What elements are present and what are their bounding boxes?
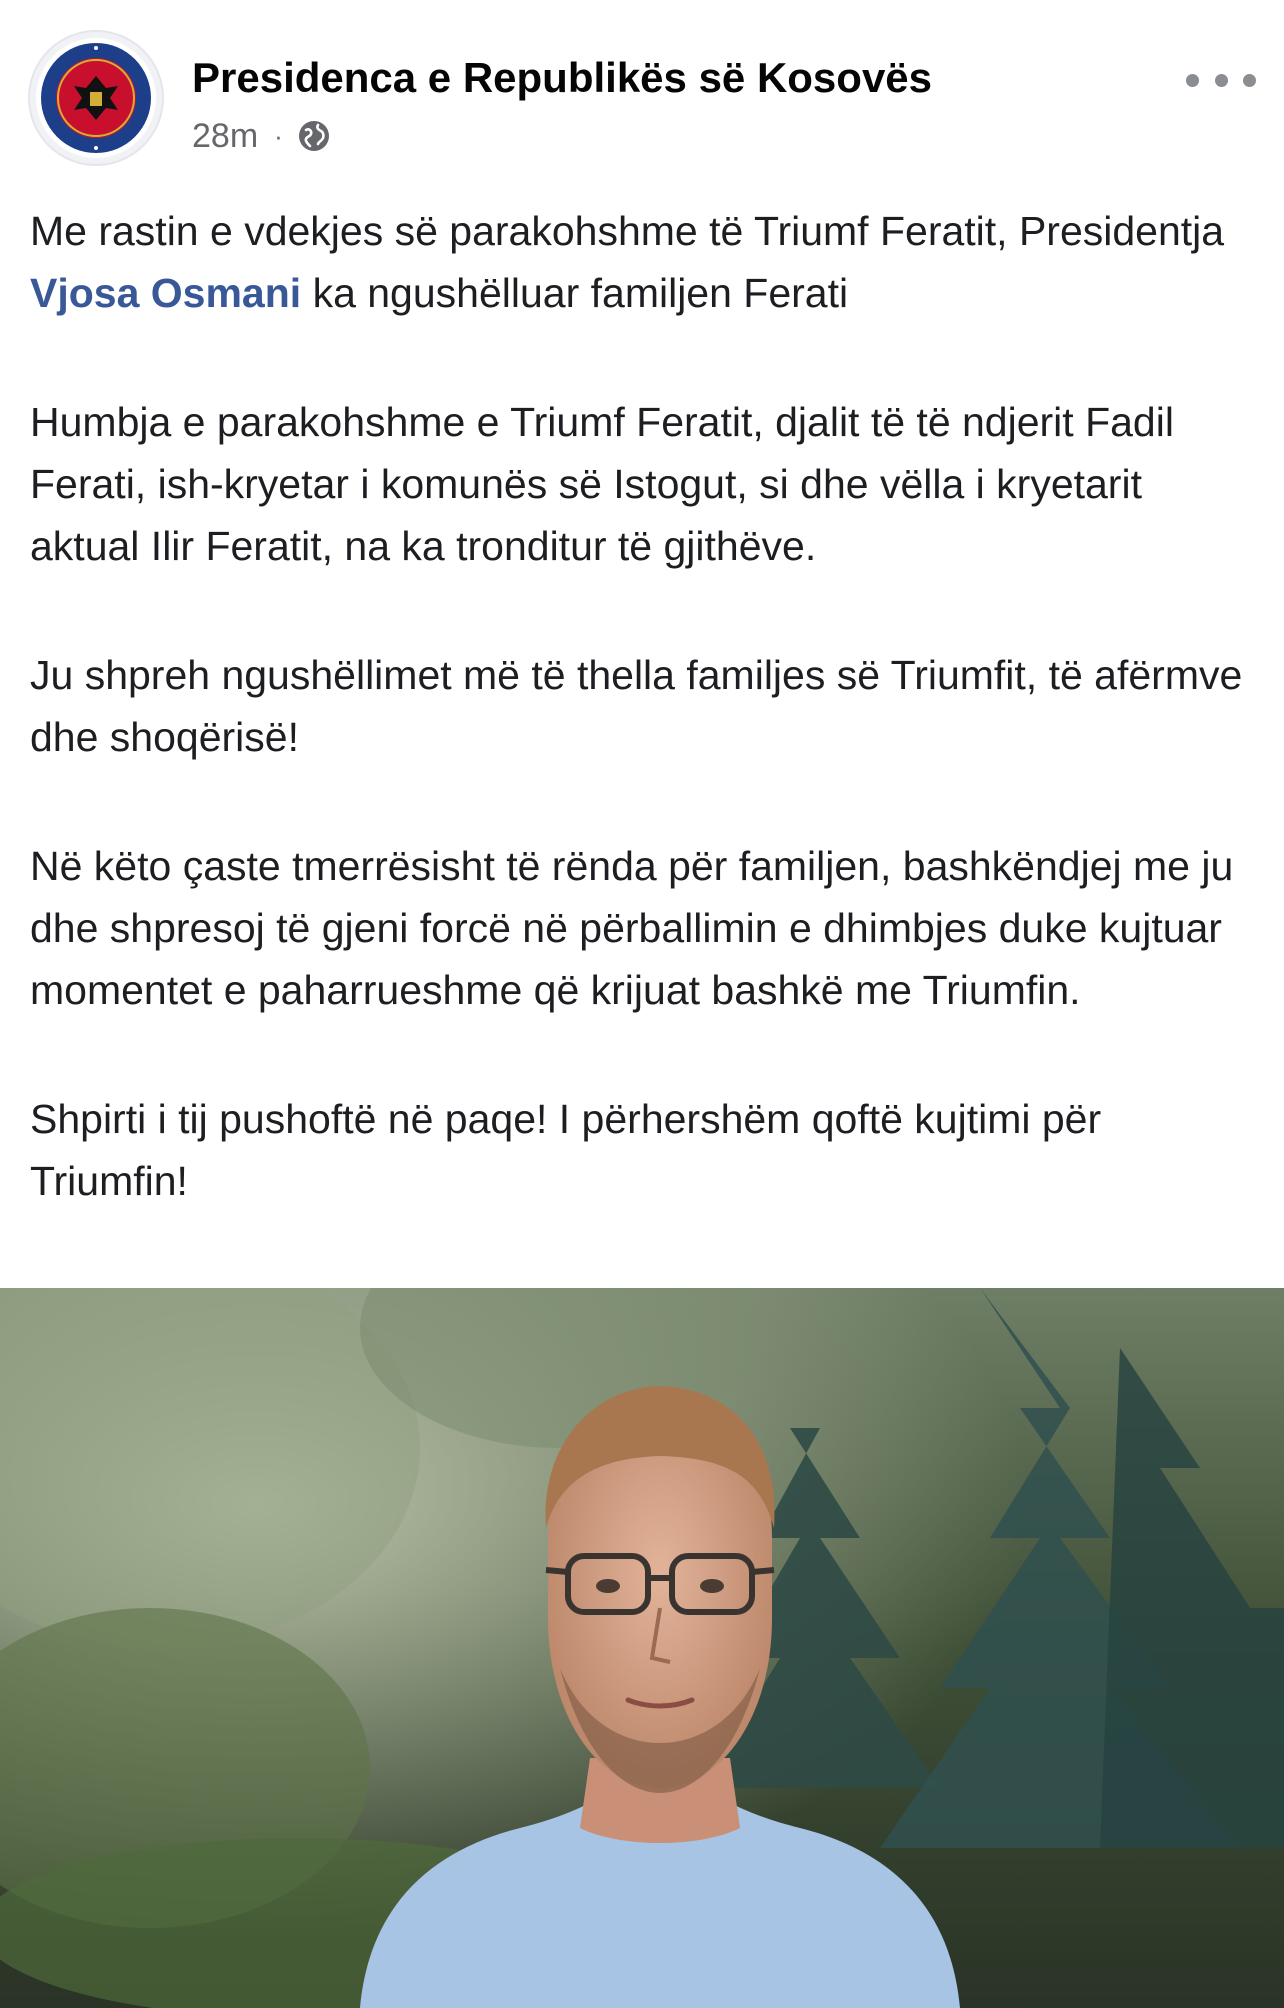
post-paragraph: Ju shpreh ngushëllimet më të thella familjes së Triumfit, të afërmve dhe shoqërisë!	[30, 652, 1243, 760]
more-options-button[interactable]	[1186, 60, 1256, 100]
post-photo[interactable]	[0, 1288, 1284, 2008]
page-name-link[interactable]: Presidenca e Republikës së Kosovës	[192, 54, 933, 101]
portrait-photo-illustration	[0, 1288, 1284, 2008]
meta-separator: ·	[274, 120, 283, 151]
post-paragraph: Humbja e parakohshme e Triumf Feratit, djalit të të ndjerit Fadil Ferati, ish-kryetar i komunës së Istogut, si dhe vëlla i kryetarit aktual Ilir Feratit, na ka tronditur të gjithëve.	[30, 399, 1174, 569]
mention-link[interactable]: Vjosa Osmani	[30, 270, 302, 316]
more-horizontal-icon	[1186, 74, 1199, 87]
presidency-seal-icon	[34, 36, 158, 160]
post-header	[0, 0, 1284, 180]
post-paragraph: Me rastin e vdekjes së parakohshme të Triumf Feratit, Presidentja Vjosa Osmani ka ngushëlluar familjen Ferati	[30, 208, 1225, 316]
page-avatar[interactable]	[28, 30, 164, 166]
globe-icon	[297, 119, 331, 153]
post-paragraph: Shpirti i tij pushoftë në paqe! I përhershëm qoftë kujtimi për Triumfin!	[30, 1096, 1102, 1204]
post-timestamp[interactable]: 28m	[192, 116, 259, 155]
post-meta	[192, 114, 331, 158]
post-paragraph: Në këto çaste tmerrësisht të rënda për familjen, bashkëndjej me ju dhe shpresoj të gjeni forcë në përballimin e dhimbjes duke kujtuar momentet e paharrueshme që krijuat bashkë me Triumfin.	[30, 843, 1234, 1013]
post-text	[30, 200, 1260, 1212]
